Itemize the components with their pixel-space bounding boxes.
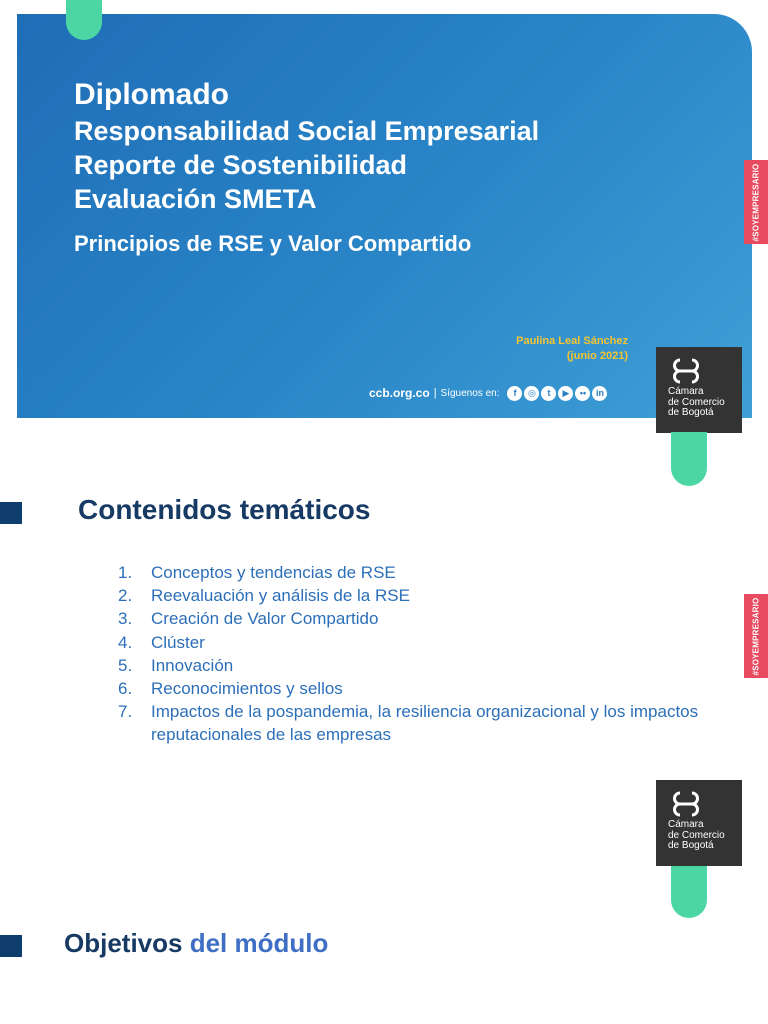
list-item: 3. Creación de Valor Compartido xyxy=(118,609,379,629)
ccb-logo-text: Cámara de Comercio de Bogotá xyxy=(668,819,725,851)
section-marker xyxy=(0,502,22,524)
footer-separator: | xyxy=(433,387,437,399)
contenidos-heading: Contenidos temáticos xyxy=(78,494,371,525)
author-block xyxy=(516,334,628,364)
objetivos-heading: Objetivos del módulo xyxy=(64,928,329,958)
author-date: (junio 2021) xyxy=(566,350,628,362)
author-name: Paulina Leal Sánchez xyxy=(516,335,628,347)
soyempresario-tag-label: #SOYEMPRESARIO xyxy=(751,597,761,675)
bookmark-ribbon xyxy=(671,432,707,486)
cover-subtitle-3: Evaluación SMETA xyxy=(74,184,317,214)
linkedin-icon[interactable]: in xyxy=(592,386,607,401)
ccb-logo-mark-icon xyxy=(668,357,704,385)
section-marker xyxy=(0,935,22,957)
soyempresario-tag xyxy=(744,594,768,678)
flickr-icon[interactable]: •• xyxy=(575,386,590,401)
twitter-icon[interactable]: t xyxy=(541,386,556,401)
list-item: 1. Conceptos y tendencias de RSE xyxy=(118,563,396,582)
follow-label: Síguenos en: xyxy=(440,387,500,399)
list-item: 6. Reconocimientos y sellos xyxy=(118,679,343,699)
cover-subtitle-1: Responsabilidad Social Empresarial xyxy=(74,116,540,146)
cover-footer xyxy=(369,384,609,402)
topics-list xyxy=(118,561,708,747)
bookmark-ribbon xyxy=(671,866,707,918)
module-title: Principios de RSE y Valor Compartido xyxy=(74,231,472,256)
soyempresario-tag-label: #SOYEMPRESARIO xyxy=(751,163,761,241)
website-link[interactable]: ccb.org.co xyxy=(369,386,430,400)
ccb-logo xyxy=(656,780,742,866)
ccb-logo xyxy=(656,347,742,433)
youtube-icon[interactable]: ▶ xyxy=(558,386,573,401)
cover-subtitle-2: Reporte de Sostenibilidad xyxy=(74,150,408,180)
ccb-logo-mark-icon xyxy=(668,790,704,818)
ccb-logo-text: Cámara de Comercio de Bogotá xyxy=(668,386,725,418)
list-item: 2. Reevaluación y análisis de la RSE xyxy=(118,586,410,606)
list-item: 4. Clúster xyxy=(118,632,205,652)
cover-title: Diplomado xyxy=(74,78,229,111)
facebook-icon[interactable]: f xyxy=(507,386,522,401)
instagram-icon[interactable]: ◎ xyxy=(524,386,539,401)
list-item: 5. Innovación xyxy=(118,655,234,675)
bookmark-ribbon xyxy=(66,0,102,40)
list-item: 7. Impactos de la pospandemia, la resiliencia organizacional y los impactos reputacionales de las empresas xyxy=(118,702,699,745)
soyempresario-tag xyxy=(744,160,768,244)
cover-slide xyxy=(17,14,752,418)
